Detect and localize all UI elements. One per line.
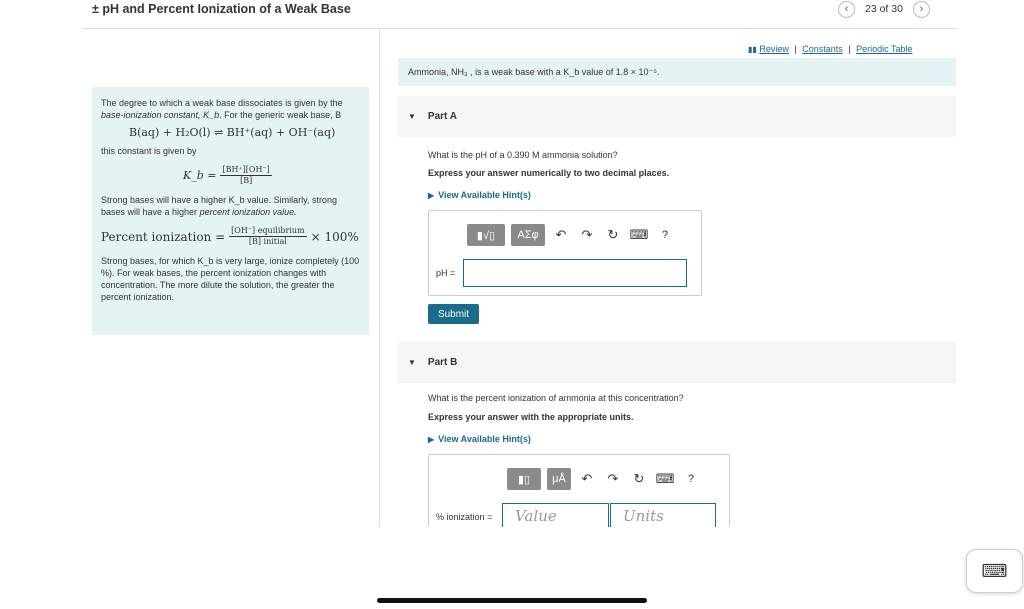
part-a-header[interactable] [398,96,956,137]
pager-count: 23 of 30 [865,3,903,15]
part-b-title: Part B [427,357,458,368]
column-divider [379,29,380,527]
review-link[interactable]: Review [759,44,789,54]
keyboard-icon[interactable]: ⌨ [655,471,675,486]
collapse-icon: ▼ [408,112,416,121]
templates-button[interactable]: ▮▯ [507,468,541,490]
percent-ionization-label: % ionization = [436,512,493,522]
units-button[interactable]: μÅ [547,468,571,490]
part-b-toolbar [507,468,701,490]
home-indicator [377,598,647,603]
problem-intro: Ammonia, NH₃ , is a weak base with a K_b value of 1.8 × 10⁻⁵. [398,58,956,86]
next-button[interactable]: › [913,1,930,18]
reset-icon[interactable]: ↻ [607,227,619,242]
part-a-instruction: Express your answer numerically to two decimal places. [428,168,670,178]
constants-link[interactable]: Constants [802,44,843,54]
undo-icon[interactable]: ↶ [581,471,593,486]
caret-right-icon: ▶ [428,191,435,200]
undo-icon[interactable]: ↶ [555,227,567,242]
part-b-question: What is the percent ionization of ammonia at this concentration? [428,393,684,403]
info-text-4: Strong bases, for which K_b is very large, ionize completely (100 %). For weak bases, the percent ionization changes with concentration. The more dilute the solution, the greater the percent ionization. [101,256,360,302]
part-a-question: What is the pH of a 0.390 M ammonia solution? [428,150,618,160]
collapse-icon: ▼ [408,358,416,367]
part-a-hint-link[interactable]: ▶ View Available Hint(s) [428,190,531,200]
part-b-instruction: Express your answer with the appropriate units. [428,412,634,422]
reaction-equation: B(aq) + H₂O(l) ⇌ BH⁺(aq) + OH⁻(aq) [129,126,336,139]
caret-right-icon: ▶ [428,435,435,444]
prev-button[interactable]: ‹ [838,1,855,18]
units-placeholder: Units [623,507,664,525]
help-icon[interactable]: ? [687,473,695,485]
review-icon: ▮▮ [748,45,757,54]
pager [838,0,930,18]
help-icon[interactable]: ? [661,229,669,241]
info-text-2: this constant is given by [101,146,197,156]
part-b-header[interactable] [398,342,956,383]
templates-button[interactable]: ▮√▯ [467,224,505,246]
info-panel [92,87,369,335]
reset-icon[interactable]: ↻ [633,471,645,486]
ph-input[interactable] [463,259,687,287]
kb-formula: K_b = $\frac{[BH^+][OH^-]}{[B]}$ [183,165,270,185]
value-input[interactable] [502,503,609,527]
keyboard-toggle-icon[interactable]: ⌨ [966,549,1023,593]
info-text-1: The degree to which a weak base dissociates is given by the base-ionization constant, K_b. For the generic weak base, B [101,98,343,120]
submit-button[interactable]: Submit [428,304,479,324]
part-a-title: Part A [427,111,458,122]
ph-label: pH = [436,268,456,278]
part-a-toolbar [467,224,675,246]
value-placeholder: Value [515,507,557,525]
periodic-table-link[interactable]: Periodic Table [856,44,913,54]
keyboard-icon[interactable]: ⌨ [629,227,649,242]
header-divider [82,28,957,29]
greek-button[interactable]: ΑΣφ [511,224,545,246]
resource-links: ▮▮ Review | Constants | Periodic Table [748,44,913,54]
redo-icon[interactable]: ↷ [607,471,619,486]
units-input[interactable] [610,503,716,527]
page-title: ± pH and Percent Ionization of a Weak Base [92,2,351,16]
part-b-hint-link[interactable]: ▶ View Available Hint(s) [428,434,531,444]
redo-icon[interactable]: ↷ [581,227,593,242]
percent-ionization-formula: Percent ionization = $\frac{\text{[OH⁻] equilibrium}}{\text{[B] initial}}$ × 100% [101,226,359,246]
info-text-3: Strong bases will have a higher K_b value. Similarly, strong bases will have a higher percent ionization value. [101,195,337,217]
